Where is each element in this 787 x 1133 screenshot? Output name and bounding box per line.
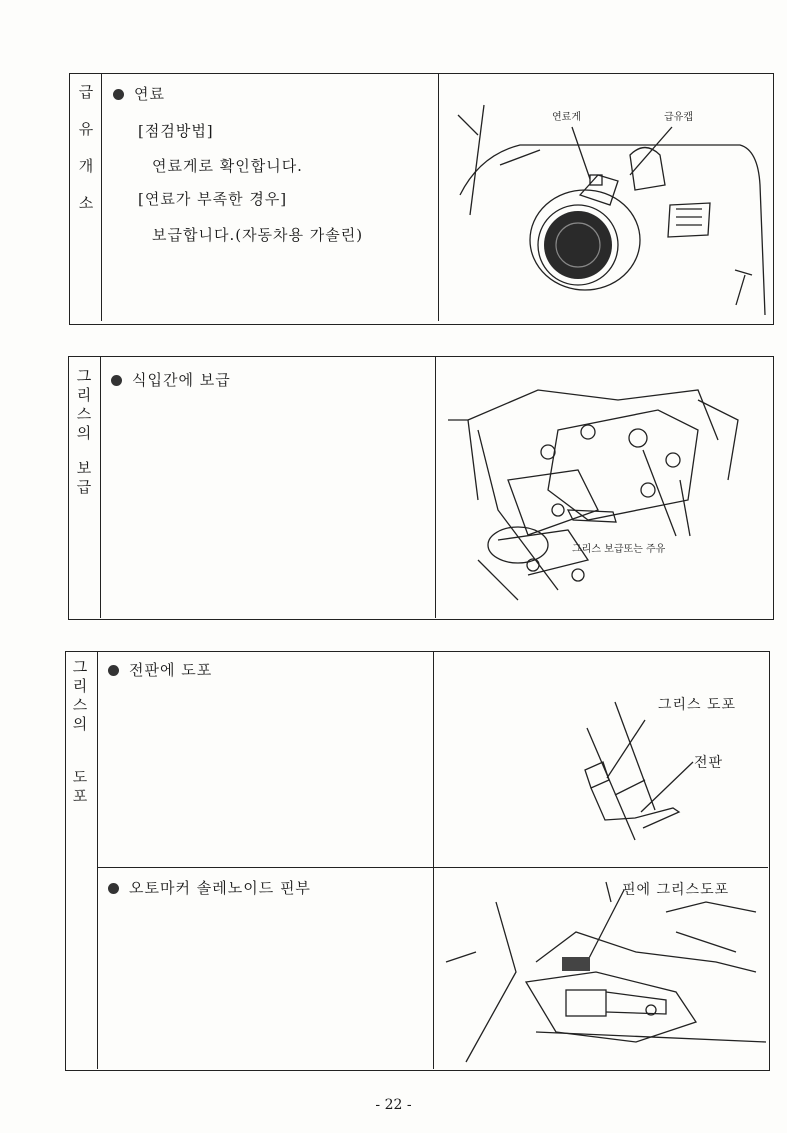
bullet-icon [108,665,119,676]
check-method-heading: [점검방법] [138,122,214,140]
transmission-illustration [438,360,772,616]
side-char: 의 [72,715,88,733]
side-char: 유 [78,120,94,138]
grease-apply-side-divider [97,651,98,1069]
grease-supply-side-label [75,369,93,509]
side-char: 스 [76,405,92,423]
grease-apply-image-divider [433,651,434,1069]
fuel-cap-label: 급유캡 [664,112,693,123]
side-char: 개 [78,157,94,175]
side-char: 급 [76,478,92,496]
grease-supply-title [111,369,231,390]
plate-label: 전판 [694,755,724,771]
bullet-icon [113,89,124,100]
grease-supply-image-divider [435,356,436,618]
grease-apply-side-label [71,660,89,818]
solenoid-illustration [436,872,766,1068]
side-char: 급 [78,83,94,101]
grease-apply-row-divider [97,867,768,868]
fuel-image-divider [438,73,439,321]
side-char: 소 [78,194,94,212]
plate-grease-title [108,659,212,680]
side-char: 의 [76,424,92,442]
plate-grease-title-text: 전판에 도포 [129,661,213,679]
side-char: 스 [72,696,88,714]
side-char: 그 [72,658,88,676]
fuel-gauge-label: 연료게 [552,112,581,123]
bullet-icon [111,375,122,386]
fuel-side-label [77,85,95,225]
fuel-title-text: 연료 [134,85,165,103]
fuel-short-heading: [연료가 부족한 경우] [138,190,288,208]
grease-supply-side-divider [100,356,101,618]
grease-supply-fig-label: 그리스 보급또는 주유 [572,544,666,555]
bullet-icon [108,883,119,894]
fuel-tank-illustration [440,75,776,321]
side-char: 포 [72,787,88,805]
grease-apply-label: 그리스 도포 [658,697,737,713]
fuel-short-text: 보급합니다.(자동차용 가솔린) [152,226,364,244]
pin-grease-label: 핀에 그리스도포 [622,882,730,898]
side-char: 리 [72,677,88,695]
fuel-title [113,83,165,104]
side-char: 도 [72,768,88,786]
solenoid-pin-title [108,877,311,898]
solenoid-pin-title-text: 오토마커 솔레노이드 핀부 [129,879,311,897]
side-char: 리 [76,386,92,404]
side-char: 그 [76,367,92,385]
plate-illustration [575,700,695,850]
page-number: - 22 - [375,1097,412,1113]
check-method-text: 연료게로 확인합니다. [152,157,303,175]
side-char: 보 [76,459,92,477]
grease-supply-title-text: 식입간에 보급 [132,371,231,389]
fuel-side-divider [101,73,102,321]
